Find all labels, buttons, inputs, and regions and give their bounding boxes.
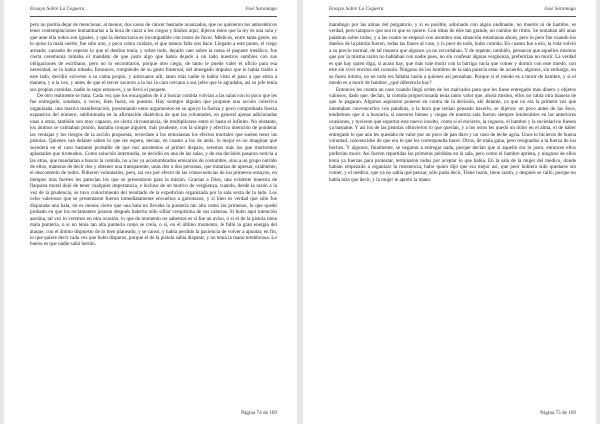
page-body (30, 22, 277, 400)
paragraph: De otro realmente se trata. Cada vez que los encargados de ir a buscar comida volvían a las salas con lo poco que les fue entregado, sonaban, a veces, bien fuera, en puestos. Hay siempre alguien que propone una acción colectiva organizada, una masiva manifestación, presentando entre argumentos en su apoyo la fuerza y poco comprobada fuerza expansiva del número, subliminada en la afirmación dialéctica de que las voluntades, en general ajenas adicionadas unas a otras, también son muy capaces, en cierta circunstancia, de multiplicarse entre el hasta el infinito. No obstante, los ánimos se calmaban pronto, bastaba conque alguien, más prudente, con la simple y efectiva intención de ponderar las ventajas y los riesgos de la acción propuesta, recordase a los entusiastas los efectos mortales que suelen tener las pistolas. Quienes van delante saben lo que les espera, decían, en cuanto a los de atrás, lo mejor es no imaginar qué sucederá en el caso bastante probable de que nos asustemos al primer disparo, seremos más los que moriremos aplastados que tiroteados. Como solución intermedia, se decidió en una de las salas, y de esa decisión pasaron noticia a las otras, que mandarían a buscar la comida, no a los ya acostumbrados emisarios de costumbre, sino a un grupo nutrido de ellos, maneras de decir dos y obtener una transparente, unas dos o dos personas, que tratarían de apresar, oralmente, el descontento de todos. Pidieron voluntarios, pero, tal vez por efecto de las consecuencias de los primeros ensayos, en tiempos más fuertes les parecían los que se presentaron para la misión. Gracias a Dios, una evidente muestra de flaqueza moral dejó de tener cualquier importancia, e incluso de un motivo de vergüenza, cuando, desde la razón a la vez de la prudencia, se tuvo conocimiento del resultado de la expedición organizada por la sala sexta de la lado. Los ocho valerosos que se presentaron fueron inmediatamente envueltos a garrotazos, y si bien es verdad que sólo fue disparada una bala, no es menos cierto que una bala no llevaba la puntería tan alta como las primeras, lo que quedó probado en que los reclamantes juraron después haberla oído silbar cerquísima de sus cabezas. Si hubo aquí intención asesina, tal vez lo veremos en otra ocasión, lo que de momento no sabemos es si fue un aviso, o si el de la pistola tiene mala puntería, o si no tenía tan alta puntería como se creía, o si, en el último momento, le falló la gran energía del ataque, con el ánimo dispuesto de lo bien planeado, y se cansó, y había perdido la paciencia de volver a apuntar, en fin, lo que quiere decir cada vez que hubo disparos, porque el de la pistola sabía disparar, y no tenía la mano temblorosa. Lo bueno es que nadie salió herido. (30, 92, 277, 248)
page-number: Página 75 de 169 (540, 410, 576, 416)
page-body (329, 22, 576, 400)
paragraph: mandingo por las almas del purgatorio, y si es posible, adornado con algún ondinante, no muerto ni de hambre, es verdad, pero tampoco que sea ni que se quiere. Con ideas de éste tan grande, un cambio de ritmo. Se tomaban allí unas palabras sobre todos, y a las cuatro se empezó con asombro una situación estanlanas ahora, pero lo peor fue cuando los dueños de la pistola fueron, todas las frases al caso, y lo peor de todo, hubo comida. En cuanto fue a eso, la vida volvió a su precio normal, de tal manera que algunos ya no recordaban. Y de repente, también, pensaron que aquellos mismos que por la misma razón no hablaban con nadie pues, no sin confesar alguna vergüenza, preferirían no morir. La verdad es que hay quien diga, si acaso hay, que más vale morir con la barriga vacía que comer y dormir con este miedo, con este sin vivir encima del corazón. Ninguno de los hombres de la sala parecía estar de acuerdo, algunos, sin embargo, en su fuero íntimo, no en todo les faltaba razón a quienes así pensaban. Porque si el miedo es a morir de hambre, y si el miedo es a morir de hambre, ¿qué diferencia hay? (329, 22, 576, 87)
page-header (329, 6, 576, 17)
left-page (4, 0, 297, 424)
header-author: José Saramago (544, 6, 576, 12)
page-number: Página 74 de 169 (241, 410, 277, 416)
right-page (303, 0, 596, 424)
paragraph: pero no podría dejar de mencionar, al menos, dos casos de cáncer bastante avanzados, que no quisieron los antiestéticos tener contemplaciones humanitarias a la hora de cazar a los ciegos y tiraños aquí, dijeron éstos que la ley es una sola y que ante ella todos son iguales, y que la democracia es incompatible con tratos de favor. Médicos, entre tanta gente, un lo quiso la mala suerte, fue sólo uno, y poco cobra cuidará, el que menos falta nos hace. Llegado a este punto, el ciego armado, cansado de esperar lo que el destino tenía, y sobre todo, dejarlo caer sobre la mesa el paquete metálico, fue cierta ceremonia tomaba el mandato de que justo algo que había dejado a un lado nuestros sumbles con sus obligaciones de escribano, pero no lo encontraron, porque otro ciego, de tanto le puede valer el oficio para esa necesidad, se lo había robado. Entonces, rompiendo de su gesto fraternal, del abnegado impulso que lo había traído a este lado, decidió volverse a su cama propio, y anticuarse allí, tanto más nadie le había visto el paso a que entra a manera, y a la vez, y antes de que el tercer sacaron a la luz la cara cercana a sus jefes que le agradaba, así su jefe tenía sus propias comidas, nadie lo supo entonces, y se llevó el paquete. (30, 22, 277, 93)
header-title: Ensayo Sobre La Ceguera (329, 6, 384, 12)
paragraph: Entonces les cuenta un caso cuando llegó orden de los malvados para que les fuese entregado más dinero y objetos valiosos, dado que, decían, la comida proporcionada tenía tanto valor que, ahora mismo, ellos no cabía otra manera de que lo pagaran. Algunos aspiraron ponerse en contra de la decisión, ahí delante, ya que no era la primera vez que intentaban convencerlos con palabras, a la hora que tenían pensado hacerlo, se dijeron: un poco antes de las doce, tendremos que ir a buscarla, si nuestros bienes y ciegas de nuestra sala fueron siempre intolerables en las anteriores ocasiones, y tuvieron que soportar este nuevo insulto, como si el encierro, la ceguera, el hambre y la suciedad no fuesen ya bastante. Y así los de las pistolas obtuvieron lo que querían, y a los otros les quedó un dolor en el alma, el de haber entregado lo que aún les quedaba de valor por un poco de pan duro y un vaso de leche agria. Unos lo hicieron de buena voluntad, convencidos de que era lo que les correspondía hacer. Otros, de mala gana, pero resignados a la fuerza de los hechos. Y algunos, finalmente, se negaron a entregar nada, porque decían que si aquello era lo justo, entonces ellos preferían morir. Así fueron repartidas las primeras pérdidas en la sala, pero como el hambre aprieta, y ninguno de ellos tenía ya fuerzas para protestar, terminaron todos por aceptar lo que había. En la sala de la mujer del médico, donde habían empezado a organizar la resistencia, hubo quien dijo que era mejor así, que peor hubiera sido quedarse sin comer, y el médico, que ya no sabía qué pensar, sólo pudo decir, Tiene razón, tiene razón, y después se calló, porque no había más que decir, y la mujer le apretó la mano. (329, 86, 576, 183)
header-author: José Saramago (245, 6, 277, 12)
header-title: Ensayo Sobre La Ceguera (30, 6, 85, 12)
page-header (30, 6, 277, 17)
